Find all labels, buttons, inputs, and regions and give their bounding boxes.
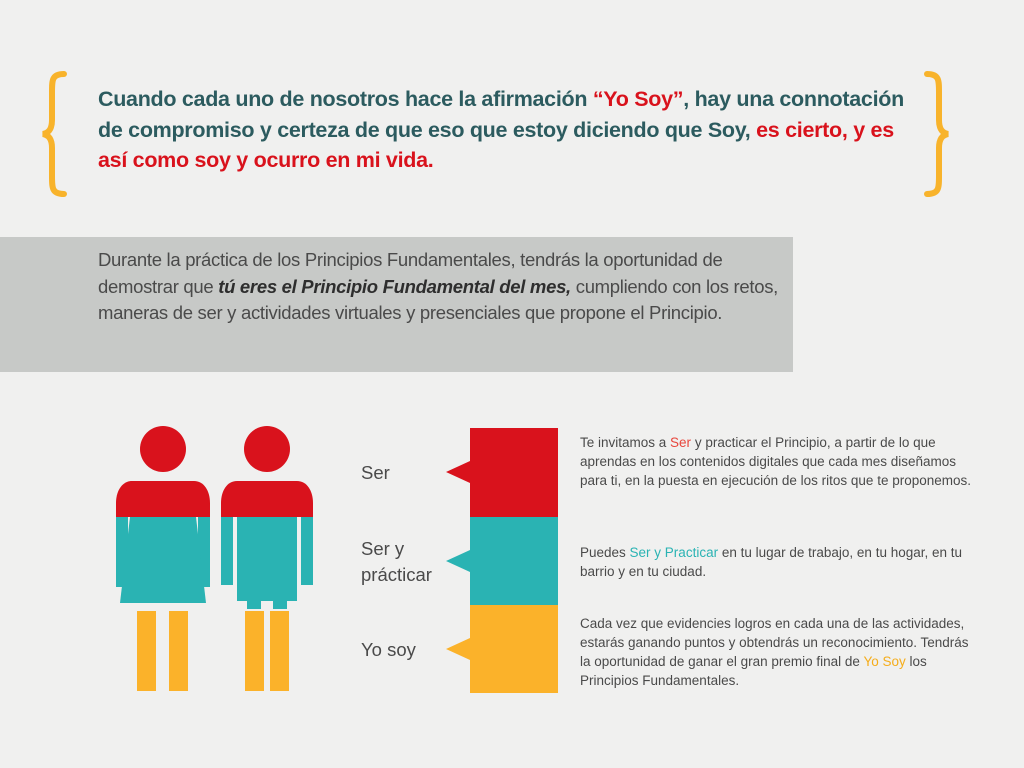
desc-highlight: Ser y Practicar <box>629 545 719 560</box>
intro-bold: tú eres el Principio Fundamental del mes, <box>218 275 571 297</box>
quote-highlight-2: es cierto, y es así como soy y ocurro en mi vida. <box>98 117 894 172</box>
stage-pointer <box>446 461 470 483</box>
quote-part-1: Cuando cada uno de nosotros hace la afirmación <box>98 87 593 111</box>
stage-block-teal <box>470 517 558 605</box>
intro-part-1: Durante la práctica de los Principios Fundamentales, tendrás la oportunidad de demostrar que <box>98 249 723 297</box>
desc-text: y practicar el Principio, a partir de lo que aprendas en los contenidos digitales que cada mes diseñamos para ti, en la puesta en ejecución de los ritos que te proponemos. <box>580 435 971 488</box>
stage-label-ser-y-practicar <box>361 536 432 588</box>
stage-desc-ser-y-practicar <box>580 543 980 581</box>
desc-text: Te invitamos a <box>580 435 671 450</box>
stage-label-line-2: prácticar <box>361 564 432 585</box>
intro-part-2: cumpliendo con los retos, maneras de ser y actividades virtuales y presenciales que propone el Principio. <box>98 275 779 323</box>
stage-desc-yo-soy <box>580 614 980 690</box>
desc-text: los Principios Fundamentales. <box>580 654 927 688</box>
quote-text <box>98 84 918 176</box>
quote-part-2: , hay una connotación de compromiso y certeza de que eso que estoy diciendo que Soy, <box>98 87 904 142</box>
stage-label-line-1: Ser y <box>361 538 405 559</box>
desc-highlight: Ser <box>670 435 692 450</box>
woman-figure-icon <box>110 425 215 693</box>
stage-label-ser: Ser <box>361 462 390 483</box>
stage-desc-ser <box>580 433 980 490</box>
stage-block-red <box>470 428 558 517</box>
stage-pointer <box>446 550 470 572</box>
stage-block-yellow <box>470 605 558 693</box>
desc-text: Cada vez que evidencies logros en cada una de las actividades, estarás ganando puntos y obtendrás un reconocimiento. Tendrás la oportunidad de ganar el gran premio final de <box>580 616 969 669</box>
man-figure-icon <box>219 425 314 693</box>
quote-highlight-yo-soy: “Yo Soy” <box>592 87 684 111</box>
stage-label-yo-soy: Yo soy <box>361 639 416 660</box>
desc-text: Puedes <box>580 545 630 560</box>
desc-text: en tu lugar de trabajo, en tu hogar, en tu barrio y en tu ciudad. <box>580 545 963 579</box>
intro-text <box>98 247 788 327</box>
left-brace-icon <box>40 70 68 198</box>
stage-pointer <box>446 638 470 660</box>
desc-highlight: Yo Soy <box>863 654 906 669</box>
right-brace-icon <box>923 70 951 198</box>
